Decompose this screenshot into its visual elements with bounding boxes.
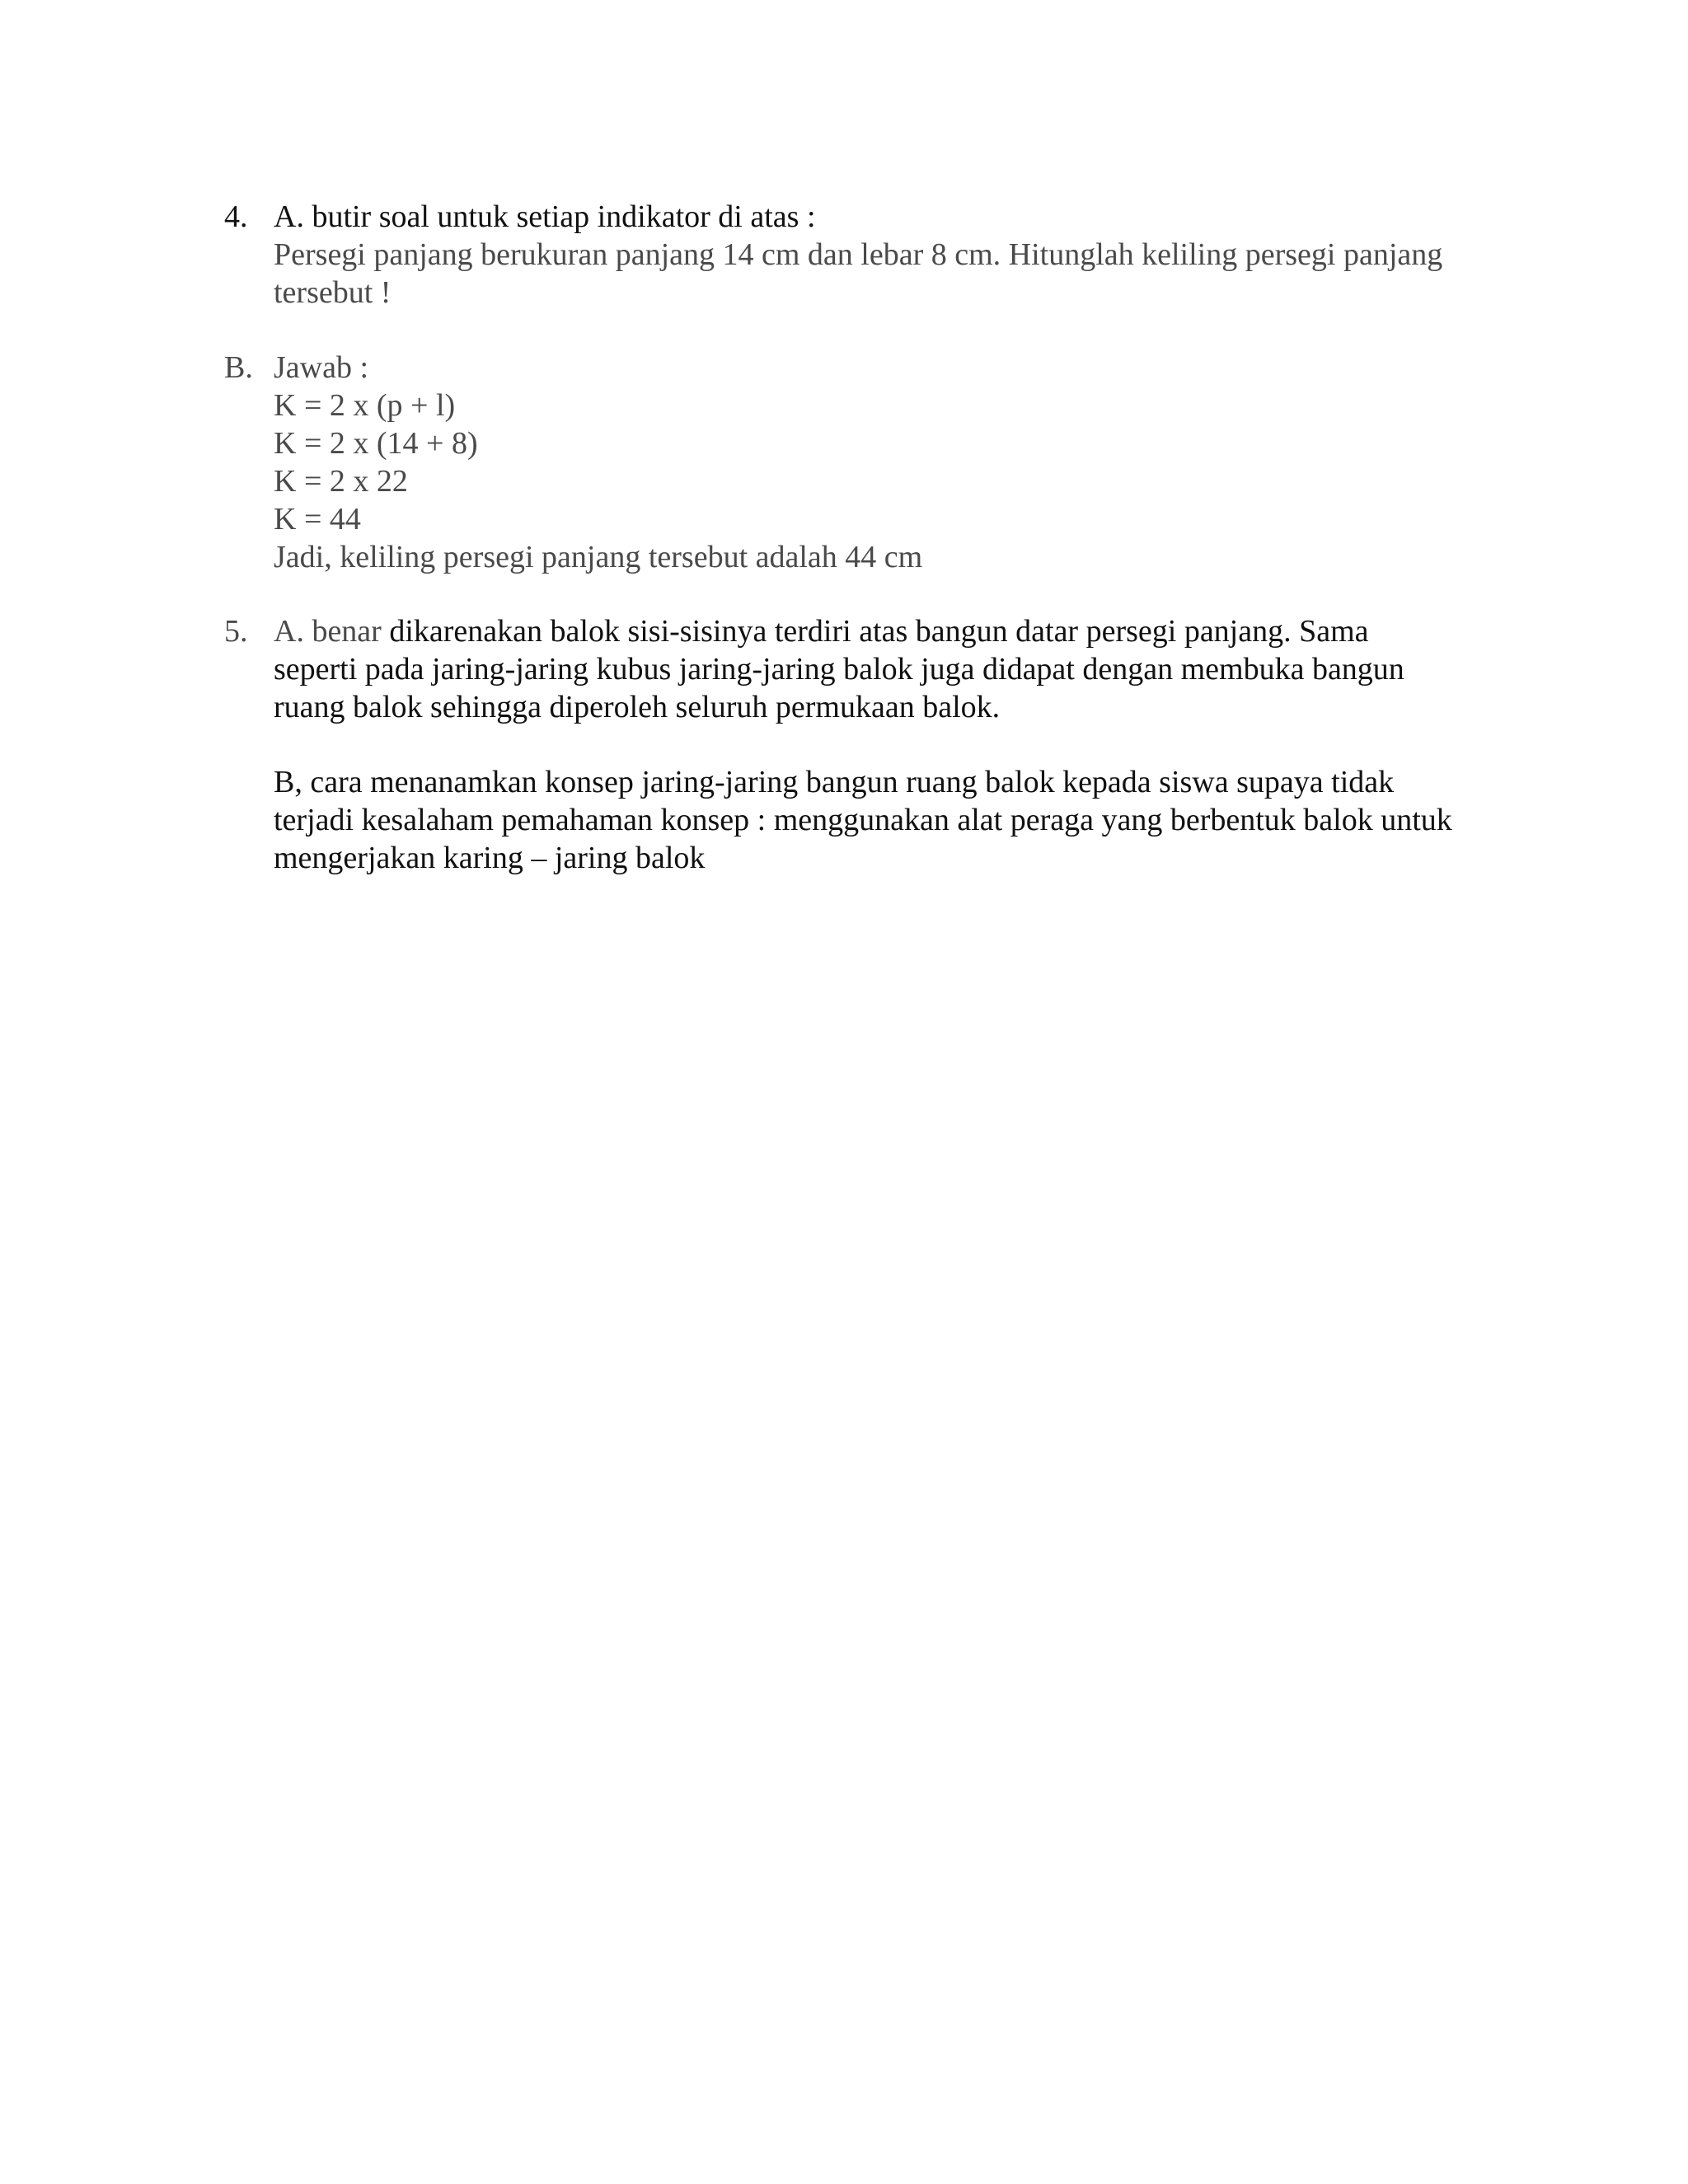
item5-answer-b-line1: B, cara menanamkan konsep jaring-jaring bangun ruang balok kepada siswa supaya tidak	[274, 765, 1395, 799]
item4-heading: A. butir soal untuk setiap indikator di atas :	[274, 199, 816, 234]
answer-a-prefix: A. benar	[274, 614, 382, 649]
item5-answer-a-line2: seperti pada jaring-jaring kubus jaring-jaring balok juga didapat dengan membuka bangun	[274, 652, 1404, 687]
item5-answer-b	[224, 763, 1510, 877]
list-item-4	[224, 198, 1510, 312]
item5-answer-a-line3: ruang balok sehingga diperoleh seluruh permukaan balok.	[274, 690, 1001, 724]
list-number-5: 5.	[224, 614, 248, 649]
formula-step: K = 2 x 22	[274, 464, 408, 499]
item5-answer-b-line3: mengerjakan karing – jaring balok	[274, 841, 706, 875]
item5-answer-b-line2: terjadi kesalaham pemahaman konsep : menggunakan alat peraga yang berbentuk balok untuk	[274, 803, 1452, 837]
itemb-conclusion: Jadi, keliling persegi panjang tersebut adalah 44 cm	[274, 540, 923, 574]
itemb-heading: Jawab :	[274, 350, 369, 385]
list-item-5	[224, 612, 1510, 726]
list-number-4: 4.	[224, 199, 248, 234]
formula-step: K = 44	[274, 502, 361, 537]
formula-step: K = 2 x (p + l)	[274, 388, 456, 423]
formula-step: K = 2 x (14 + 8)	[274, 426, 478, 461]
list-item-b	[224, 349, 1510, 576]
answer-a-line1-rest: dikarenakan balok sisi-sisinya terdiri atas bangun datar persegi panjang. Sama	[381, 614, 1369, 649]
item4-question-line1: Persegi panjang berukuran panjang 14 cm dan lebar 8 cm. Hitunglah keliling persegi panjang	[274, 237, 1443, 272]
item5-answer-a-line1	[274, 612, 1510, 650]
list-letter-b: B.	[224, 350, 253, 385]
item4-question-line2: tersebut !	[274, 275, 392, 310]
